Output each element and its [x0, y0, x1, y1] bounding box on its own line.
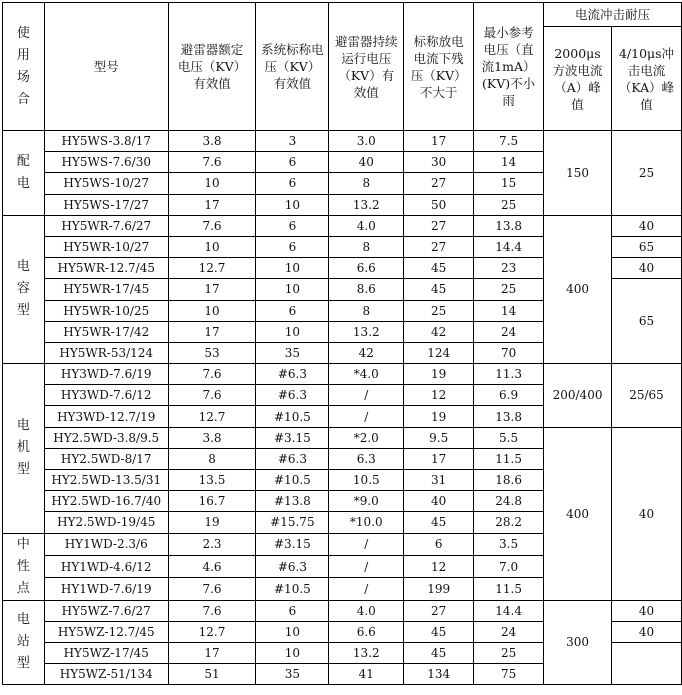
impulse-cell: 40 [612, 215, 682, 236]
impulse-cell: 40 [612, 621, 682, 642]
header-usage [3, 3, 45, 131]
residual-voltage-cell: 27 [404, 600, 474, 621]
ref-voltage-cell: 6.9 [474, 385, 544, 406]
ref-voltage-cell: 14.4 [474, 236, 544, 257]
table-row [3, 600, 682, 621]
model-cell: HY2.5WD-19/45 [44, 512, 168, 533]
model-cell: HY3WD-7.6/12 [44, 385, 168, 406]
continuous-voltage-cell: / [329, 385, 404, 406]
ref-voltage-cell: 14.4 [474, 600, 544, 621]
residual-voltage-cell: 45 [404, 279, 474, 300]
header-rated-voltage: 避雷器额定电压（KV）有效值 [168, 3, 256, 131]
continuous-voltage-cell: 40 [329, 152, 404, 173]
residual-voltage-cell: 17 [404, 448, 474, 469]
residual-voltage-cell: 27 [404, 215, 474, 236]
usage-group-cell [3, 533, 45, 600]
system-voltage-cell: 6 [256, 215, 329, 236]
impulse-cell: 40 [612, 258, 682, 279]
system-voltage-cell: 35 [256, 664, 329, 685]
square-wave-cell: 150 [544, 131, 612, 216]
model-cell: HY5WR-53/124 [44, 342, 168, 363]
continuous-voltage-cell: 6.6 [329, 258, 404, 279]
usage-group-cell [3, 131, 45, 216]
system-voltage-cell: #15.75 [256, 512, 329, 533]
usage-group-label: 中性点 [16, 536, 30, 596]
model-cell: HY3WD-7.6/19 [44, 364, 168, 385]
rated-voltage-cell: 7.6 [168, 578, 256, 600]
continuous-voltage-cell: *9.0 [329, 491, 404, 512]
system-voltage-cell: 6 [256, 600, 329, 621]
continuous-voltage-cell: 8 [329, 300, 404, 321]
system-voltage-cell: 10 [256, 321, 329, 342]
residual-voltage-cell: 45 [404, 642, 474, 663]
ref-voltage-cell: 5.5 [474, 427, 544, 448]
system-voltage-cell: 10 [256, 642, 329, 663]
residual-voltage-cell: 45 [404, 258, 474, 279]
header-model: 型号 [44, 3, 168, 131]
continuous-voltage-cell: 8.6 [329, 279, 404, 300]
table-row [3, 215, 682, 236]
ref-voltage-cell: 75 [474, 664, 544, 685]
residual-voltage-cell: 40 [404, 491, 474, 512]
ref-voltage-cell: 11.3 [474, 364, 544, 385]
model-cell: HY2.5WD-13.5/31 [44, 470, 168, 491]
residual-voltage-cell: 9.5 [404, 427, 474, 448]
system-voltage-cell: #3.15 [256, 427, 329, 448]
model-cell: HY5WR-17/42 [44, 321, 168, 342]
impulse-cell: 65 [612, 279, 682, 364]
rated-voltage-cell: 3.8 [168, 427, 256, 448]
model-cell: HY5WZ-51/134 [44, 664, 168, 685]
residual-voltage-cell: 19 [404, 364, 474, 385]
residual-voltage-cell: 30 [404, 152, 474, 173]
model-cell: HY5WS-7.6/30 [44, 152, 168, 173]
square-wave-cell: 400 [544, 427, 612, 600]
residual-voltage-cell: 25 [404, 300, 474, 321]
rated-voltage-cell: 10 [168, 300, 256, 321]
continuous-voltage-cell: / [329, 578, 404, 600]
ref-voltage-cell: 11.5 [474, 578, 544, 600]
system-voltage-cell: 10 [256, 279, 329, 300]
ref-voltage-cell: 13.8 [474, 215, 544, 236]
model-cell: HY5WS-10/27 [44, 173, 168, 194]
residual-voltage-cell: 31 [404, 470, 474, 491]
ref-voltage-cell: 14 [474, 300, 544, 321]
system-voltage-cell: 10 [256, 194, 329, 215]
rated-voltage-cell: 7.6 [168, 152, 256, 173]
continuous-voltage-cell: 8 [329, 236, 404, 257]
model-cell: HY3WD-12.7/19 [44, 406, 168, 427]
model-cell: HY1WD-7.6/19 [44, 578, 168, 600]
continuous-voltage-cell: / [329, 406, 404, 427]
continuous-voltage-cell: 8 [329, 173, 404, 194]
ref-voltage-cell: 24.8 [474, 491, 544, 512]
arrester-spec-table [2, 2, 682, 685]
ref-voltage-cell: 25 [474, 194, 544, 215]
rated-voltage-cell: 17 [168, 642, 256, 663]
usage-group-label: 电机型 [16, 418, 30, 478]
ref-voltage-cell: 24 [474, 321, 544, 342]
system-voltage-cell: #10.5 [256, 578, 329, 600]
header-residual-voltage: 标称放电电流下残压（KV）不大于 [404, 3, 474, 131]
residual-voltage-cell: 27 [404, 173, 474, 194]
usage-group-label: 电容型 [16, 259, 30, 319]
continuous-voltage-cell: 6.6 [329, 621, 404, 642]
model-cell: HY5WS-3.8/17 [44, 131, 168, 152]
rated-voltage-cell: 17 [168, 321, 256, 342]
impulse-cell: 40 [612, 600, 682, 621]
square-wave-cell: 300 [544, 600, 612, 685]
rated-voltage-cell: 7.6 [168, 600, 256, 621]
continuous-voltage-cell: *10.0 [329, 512, 404, 533]
residual-voltage-cell: 17 [404, 131, 474, 152]
continuous-voltage-cell: 4.0 [329, 215, 404, 236]
continuous-voltage-cell: *2.0 [329, 427, 404, 448]
header-impulse: 4/10μs冲击电流（KA）峰值 [612, 27, 682, 131]
ref-voltage-cell: 7.0 [474, 555, 544, 577]
ref-voltage-cell: 23 [474, 258, 544, 279]
model-cell: HY5WR-12.7/45 [44, 258, 168, 279]
usage-group-label: 电站型 [16, 612, 30, 672]
rated-voltage-cell: 10 [168, 236, 256, 257]
residual-voltage-cell: 6 [404, 533, 474, 555]
arrester-spec-sheet [2, 2, 682, 685]
header-ref-voltage: 最小参考电压（直流1mA）(KV)不小雨 [474, 3, 544, 131]
rated-voltage-cell: 12.7 [168, 406, 256, 427]
rated-voltage-cell: 2.3 [168, 533, 256, 555]
impulse-cell: 25/65 [612, 364, 682, 428]
residual-voltage-cell: 12 [404, 555, 474, 577]
residual-voltage-cell: 42 [404, 321, 474, 342]
rated-voltage-cell: 12.7 [168, 621, 256, 642]
residual-voltage-cell: 199 [404, 578, 474, 600]
usage-group-cell [3, 215, 45, 363]
system-voltage-cell: #6.3 [256, 364, 329, 385]
header-row-top [3, 3, 682, 27]
continuous-voltage-cell: / [329, 533, 404, 555]
rated-voltage-cell: 4.6 [168, 555, 256, 577]
system-voltage-cell: #13.8 [256, 491, 329, 512]
model-cell: HY2.5WD-3.8/9.5 [44, 427, 168, 448]
model-cell: HY5WR-17/45 [44, 279, 168, 300]
header-square-wave: 2000μs方波电流（A）峰值 [544, 27, 612, 131]
continuous-voltage-cell: 13.2 [329, 194, 404, 215]
system-voltage-cell: #6.3 [256, 555, 329, 577]
system-voltage-cell: #10.5 [256, 470, 329, 491]
model-cell: HY5WZ-17/45 [44, 642, 168, 663]
residual-voltage-cell: 45 [404, 512, 474, 533]
ref-voltage-cell: 7.5 [474, 131, 544, 152]
model-cell: HY1WD-4.6/12 [44, 555, 168, 577]
table-row [3, 427, 682, 448]
residual-voltage-cell: 124 [404, 342, 474, 363]
residual-voltage-cell: 12 [404, 385, 474, 406]
ref-voltage-cell: 3.5 [474, 533, 544, 555]
continuous-voltage-cell: 4.0 [329, 600, 404, 621]
usage-group-cell [3, 600, 45, 685]
ref-voltage-cell: 25 [474, 642, 544, 663]
impulse-cell: 25 [612, 131, 682, 216]
continuous-voltage-cell: 13.2 [329, 321, 404, 342]
rated-voltage-cell: 16.7 [168, 491, 256, 512]
residual-voltage-cell: 19 [404, 406, 474, 427]
model-cell: HY5WS-17/27 [44, 194, 168, 215]
system-voltage-cell: #6.3 [256, 448, 329, 469]
rated-voltage-cell: 7.6 [168, 364, 256, 385]
table-row [3, 131, 682, 152]
rated-voltage-cell: 17 [168, 279, 256, 300]
model-cell: HY5WR-7.6/27 [44, 215, 168, 236]
rated-voltage-cell: 7.6 [168, 215, 256, 236]
system-voltage-cell: 6 [256, 173, 329, 194]
ref-voltage-cell: 18.6 [474, 470, 544, 491]
rated-voltage-cell: 8 [168, 448, 256, 469]
residual-voltage-cell: 50 [404, 194, 474, 215]
header-withstand-group: 电流冲击耐压 [544, 3, 682, 27]
system-voltage-cell: 35 [256, 342, 329, 363]
model-cell: HY2.5WD-16.7/40 [44, 491, 168, 512]
continuous-voltage-cell: 41 [329, 664, 404, 685]
system-voltage-cell: #3.15 [256, 533, 329, 555]
rated-voltage-cell: 51 [168, 664, 256, 685]
ref-voltage-cell: 15 [474, 173, 544, 194]
rated-voltage-cell: 19 [168, 512, 256, 533]
ref-voltage-cell: 11.5 [474, 448, 544, 469]
continuous-voltage-cell: / [329, 555, 404, 577]
system-voltage-cell: 6 [256, 236, 329, 257]
rated-voltage-cell: 12.7 [168, 258, 256, 279]
continuous-voltage-cell: *4.0 [329, 364, 404, 385]
continuous-voltage-cell: 6.3 [329, 448, 404, 469]
system-voltage-cell: #6.3 [256, 385, 329, 406]
square-wave-cell: 200/400 [544, 364, 612, 428]
continuous-voltage-cell: 10.5 [329, 470, 404, 491]
system-voltage-cell: 10 [256, 258, 329, 279]
system-voltage-cell: 6 [256, 300, 329, 321]
model-cell: HY5WZ-7.6/27 [44, 600, 168, 621]
impulse-cell-empty [612, 642, 682, 684]
system-voltage-cell: 10 [256, 621, 329, 642]
ref-voltage-cell: 24 [474, 621, 544, 642]
table-row [3, 364, 682, 385]
model-cell: HY5WR-10/27 [44, 236, 168, 257]
table-body [3, 131, 682, 685]
square-wave-cell: 400 [544, 215, 612, 363]
continuous-voltage-cell: 42 [329, 342, 404, 363]
model-cell: HY2.5WD-8/17 [44, 448, 168, 469]
header-continuous-voltage: 避雷器持续运行电压（KV）有效值 [329, 3, 404, 131]
rated-voltage-cell: 13.5 [168, 470, 256, 491]
impulse-cell: 40 [612, 427, 682, 600]
residual-voltage-cell: 134 [404, 664, 474, 685]
header-usage-text: 使用场合 [16, 25, 30, 107]
model-cell: HY1WD-2.3/6 [44, 533, 168, 555]
continuous-voltage-cell: 3.0 [329, 131, 404, 152]
impulse-cell: 65 [612, 236, 682, 257]
residual-voltage-cell: 45 [404, 621, 474, 642]
system-voltage-cell: 6 [256, 152, 329, 173]
residual-voltage-cell: 27 [404, 236, 474, 257]
rated-voltage-cell: 17 [168, 194, 256, 215]
ref-voltage-cell: 70 [474, 342, 544, 363]
ref-voltage-cell: 14 [474, 152, 544, 173]
system-voltage-cell: #10.5 [256, 406, 329, 427]
ref-voltage-cell: 13.8 [474, 406, 544, 427]
system-voltage-cell: 3 [256, 131, 329, 152]
ref-voltage-cell: 28.2 [474, 512, 544, 533]
rated-voltage-cell: 3.8 [168, 131, 256, 152]
continuous-voltage-cell: 13.2 [329, 642, 404, 663]
header-system-voltage: 系统标称电压（KV）有效值 [256, 3, 329, 131]
ref-voltage-cell: 25 [474, 279, 544, 300]
model-cell: HY5WZ-12.7/45 [44, 621, 168, 642]
rated-voltage-cell: 7.6 [168, 385, 256, 406]
usage-group-cell [3, 364, 45, 534]
model-cell: HY5WR-10/25 [44, 300, 168, 321]
usage-group-label: 配电 [16, 153, 30, 191]
rated-voltage-cell: 10 [168, 173, 256, 194]
rated-voltage-cell: 53 [168, 342, 256, 363]
